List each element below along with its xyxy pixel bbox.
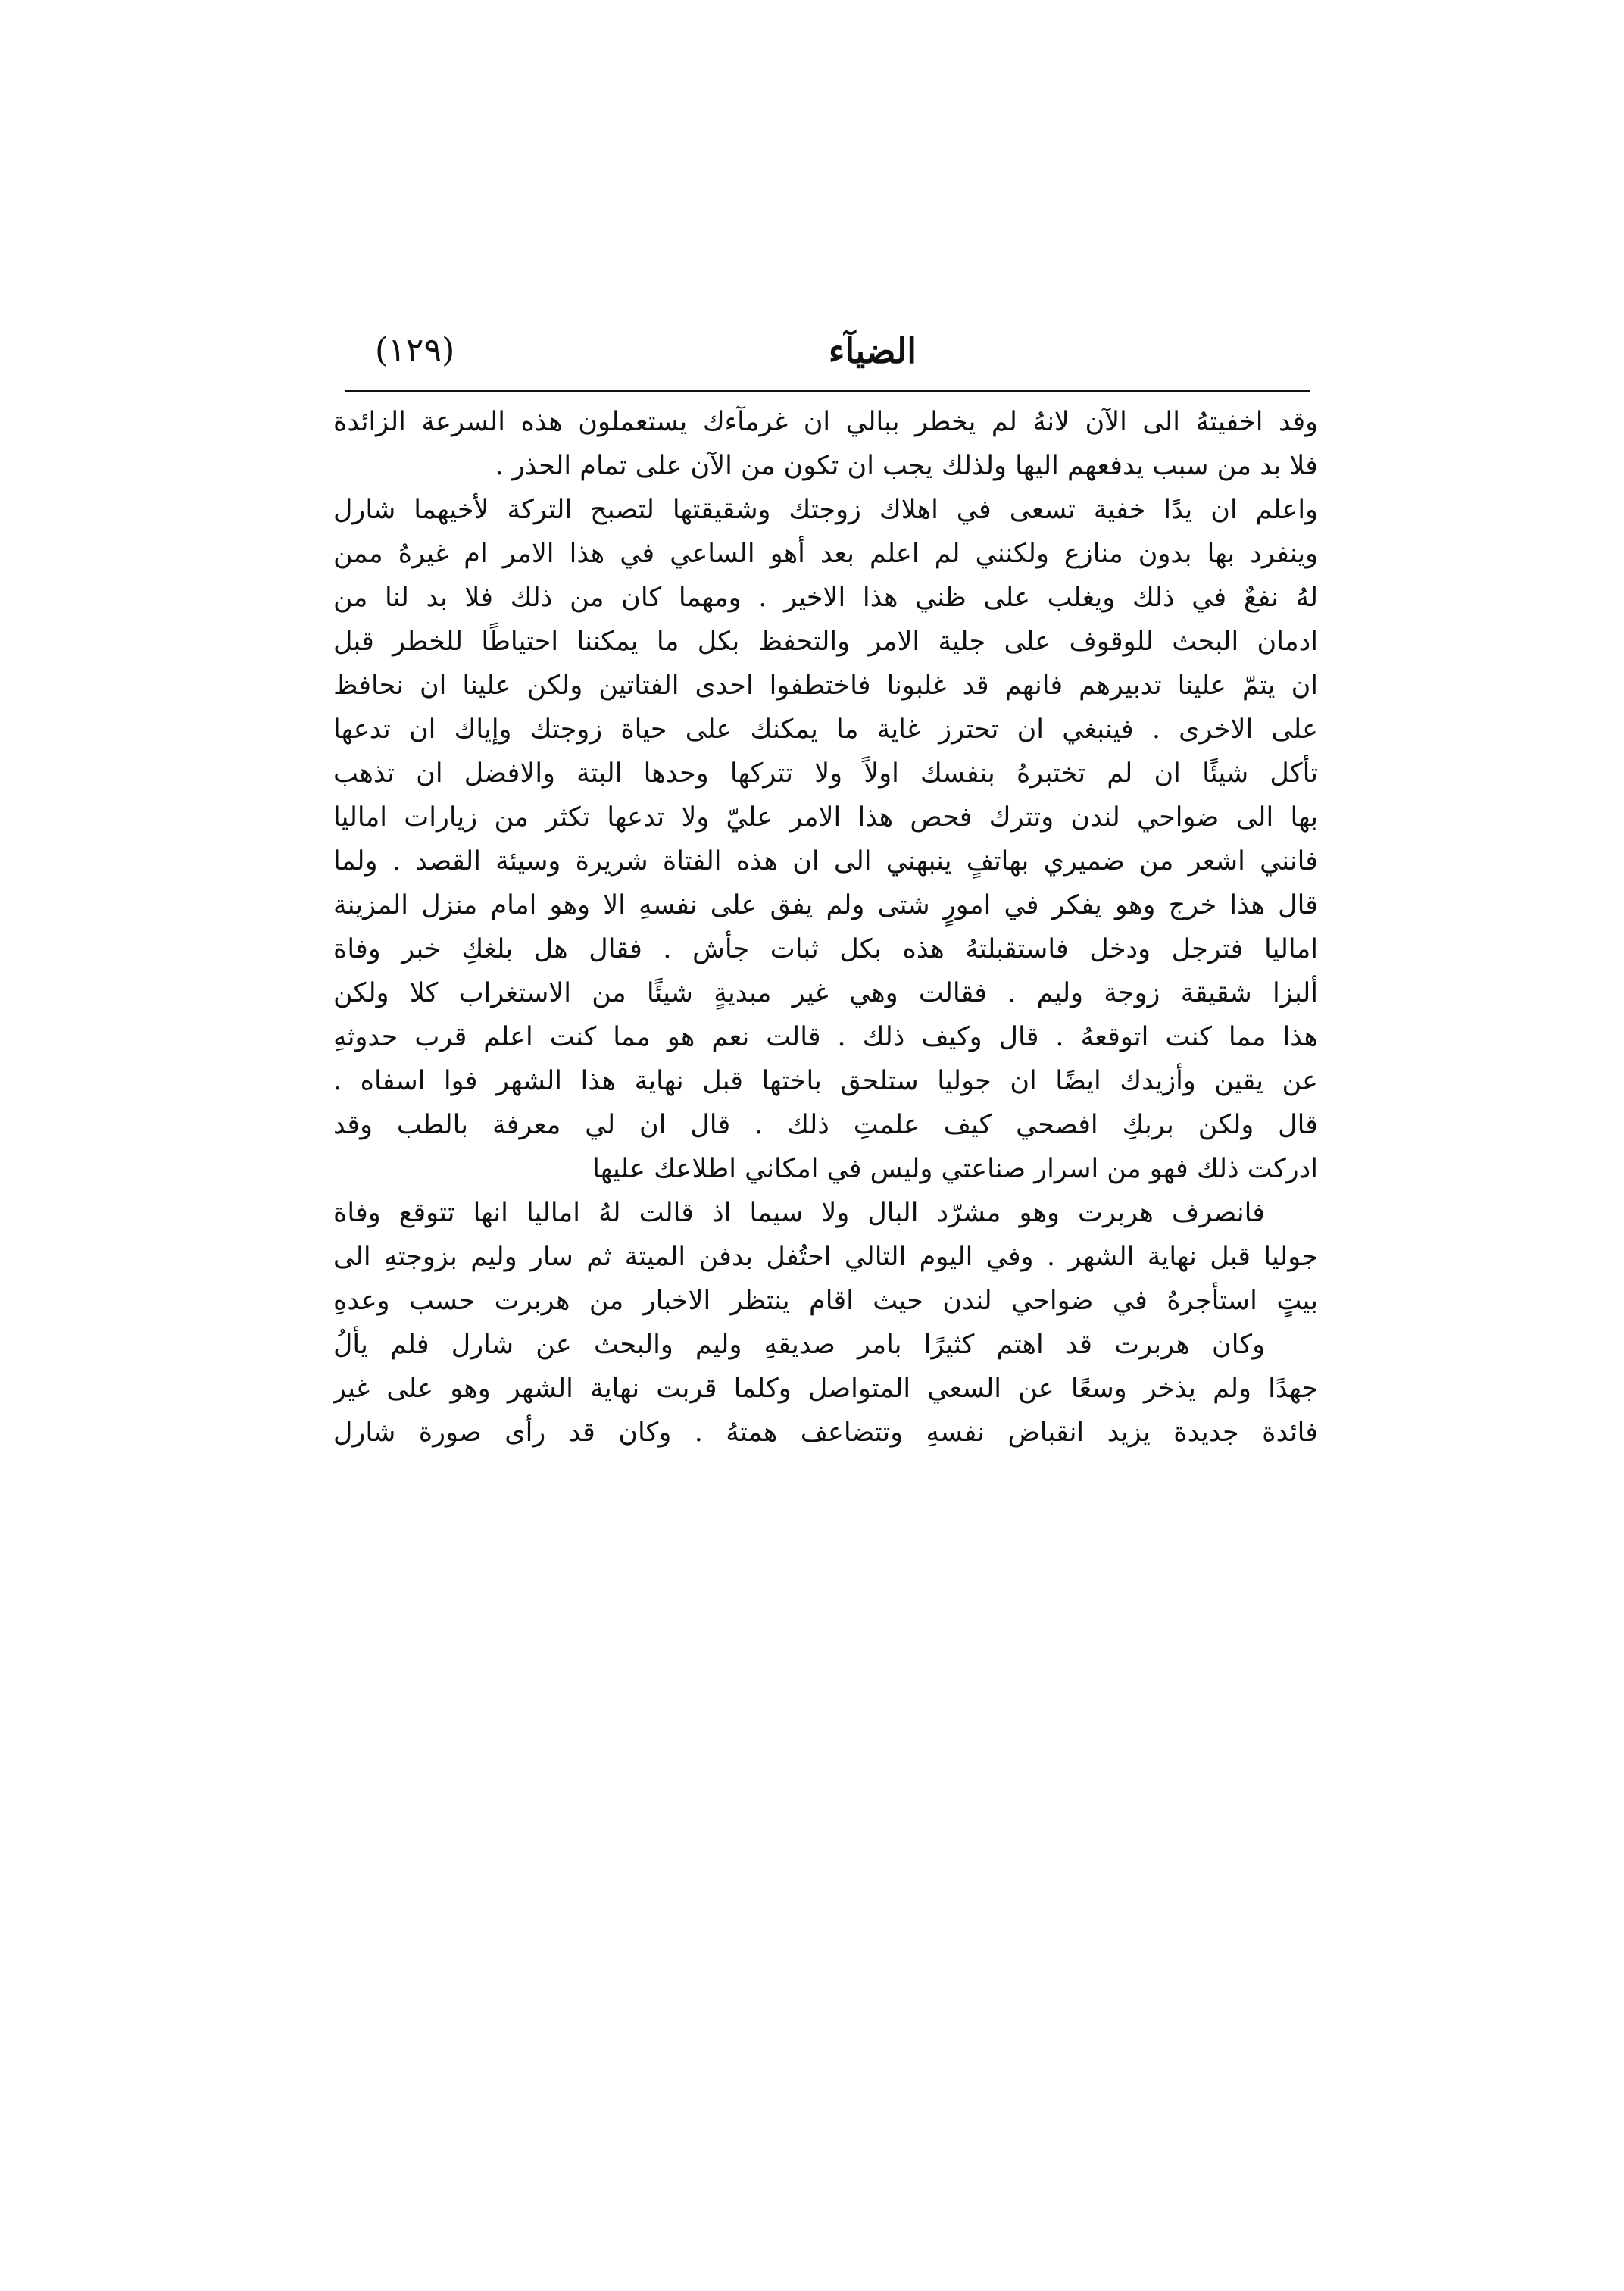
header-divider [345,390,1310,392]
text-line: فائدة جديدة يزيد انقباض نفسهِ وتتضاعف همتهُ . وكان قد رأى صورة شارل [333,1417,1318,1448]
text-line: فانصرف هربرت وهو مشرّد البال ولا سيما اذ قالت لهُ اماليا انها تتوقع وفاة [333,1198,1265,1228]
text-line: فانني اشعر من ضميري بهاتفٍ ينبهني الى ان هذه الفتاة شريرة وسيئة القصد . ولما [333,846,1318,877]
text-line: قال ولكن بربكِ افصحي كيف علمتِ ذلك . قال ان لي معرفة بالطب وقد [333,1110,1318,1140]
text-line: فلا بد من سبب يدفعهم اليها ولذلك يجب ان تكون من الآن على تمام الحذر . [495,451,1318,481]
page-header [345,317,1310,385]
text-line: وكان هربرت قد اهتم كثيرًا بامر صديقهِ وليم والبحث عن شارل فلم يألُ [333,1330,1265,1360]
text-line: على الاخرى . فينبغي ان تحترز غاية ما يمكنك على حياة زوجتك وإياك ان تدعها [333,714,1318,745]
running-title: الضيآء [828,330,917,371]
body-text [333,400,1318,1455]
text-line: لهُ نفعٌ في ذلك ويغلب على ظني هذا الاخير . ومهما كان من ذلك فلا بد لنا من [333,583,1318,613]
text-line: تأكل شيئًا ان لم تختبرهُ بنفسك اولاً ولا تتركها وحدها البتة والافضل ان تذهب [333,758,1318,789]
text-line: واعلم ان يدًا خفية تسعى في اهلاك زوجتك وشقيقتها لتصبح التركة لأخيهما شارل [333,495,1318,525]
page-number: (١٢٩) [375,331,455,370]
text-line: ادمان البحث للوقوف على جلية الامر والتحفظ بكل ما يمكننا احتياطًا للخطر قبل [333,627,1318,657]
text-line: وينفرد بها بدون منازع ولكنني لم اعلم بعد أهو الساعي في هذا الامر ام غيرهُ ممن [333,539,1318,569]
text-line: ألبزا شقيقة زوجة وليم . فقالت وهي غير مبديةٍ شيئًا من الاستغراب كلا ولكن [333,978,1318,1008]
text-line: بها الى ضواحي لندن وتترك فحص هذا الامر عليّ ولا تدعها تكثر من زيارات اماليا [333,802,1318,833]
text-line: اماليا فترجل ودخل فاستقبلتهُ هذه بكل ثبات جأش . فقال هل بلغكِ خبر وفاة [333,934,1318,964]
text-line: هذا مما كنت اتوقعهُ . قال وكيف ذلك . قالت نعم هو مما كنت اعلم قرب حدوثهِ [333,1022,1318,1052]
text-line: جهدًا ولم يذخر وسعًا عن السعي المتواصل وكلما قربت نهاية الشهر وهو على غير [333,1374,1318,1404]
text-line: جوليا قبل نهاية الشهر . وفي اليوم التالي احتُفل بدفن الميتة ثم سار وليم بزوجتهِ الى [333,1242,1318,1272]
text-line: عن يقين وأزيدك ايضًا ان جوليا ستلحق باختها قبل نهاية هذا الشهر فوا اسفاه . [333,1066,1318,1096]
text-line: ادركت ذلك فهو من اسرار صناعتي وليس في امكاني اطلاعك عليها [592,1154,1318,1184]
text-line: قال هذا خرج وهو يفكر في امورٍ شتى ولم يفق على نفسهِ الا وهو امام منزل المزينة [333,890,1318,920]
text-line: ان يتمّ علينا تدبيرهم فانهم قد غلبونا فاختطفوا احدى الفتاتين ولكن علينا ان نحافظ [333,670,1318,701]
text-line: بيتٍ استأجرهُ في ضواحي لندن حيث اقام ينتظر الاخبار من هربرت حسب وعدهِ [333,1286,1318,1316]
text-line: وقد اخفيتهُ الى الآن لانهُ لم يخطر ببالي ان غرمآءك يستعملون هذه السرعة الزائدة [333,407,1318,437]
